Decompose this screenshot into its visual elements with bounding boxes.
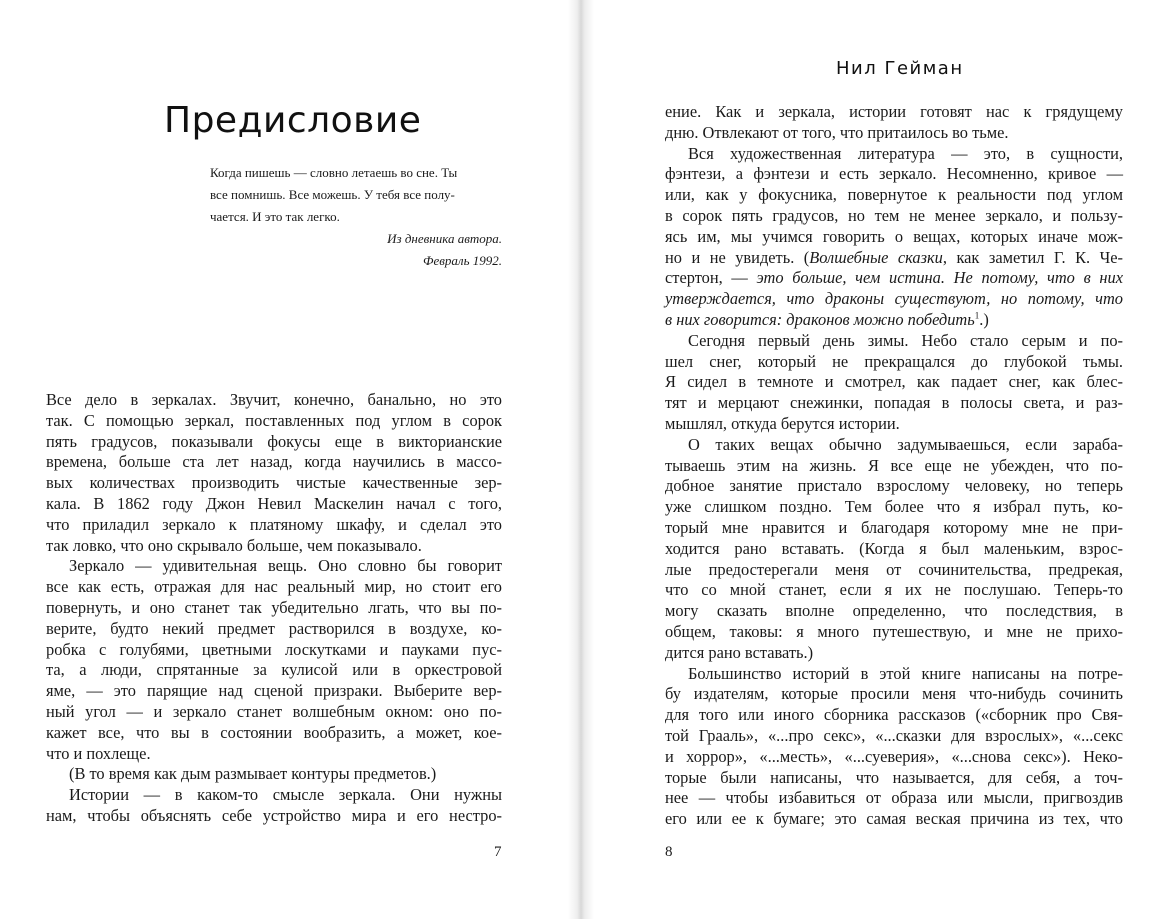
text-line: нее — чтобы избавиться от образа или мысли, пригвоздив xyxy=(665,788,1123,808)
text-fragment: но и не увидеть. ( xyxy=(665,247,810,267)
text-line: мышлял, откуда берутся истории. xyxy=(665,413,900,433)
text-line: для того или иного сборника рассказов («сборник про Свя- xyxy=(665,705,1123,725)
epigraph-line: чается. И это так легко. xyxy=(210,209,340,224)
text-line: нам, чтобы объяснять себе устройство мира и его нестро- xyxy=(46,805,502,825)
text-line xyxy=(665,310,1123,331)
epigraph xyxy=(210,162,502,272)
text-line: вых количествах производить чистые качественные зер- xyxy=(46,473,502,493)
text-line: могу сказать вполне определенно, что последствия, в xyxy=(665,601,1123,621)
text-line: дится рано вставать.) xyxy=(665,642,814,662)
text-fragment: .) xyxy=(979,309,989,329)
left-body-text xyxy=(46,390,502,827)
text-line: бу издателям, которые просили меня что-нибудь сочинить xyxy=(665,684,1123,704)
text-line: все как есть, отражая для нас реальный мир, но стоит его xyxy=(46,577,502,597)
page-number: 7 xyxy=(494,844,502,860)
text-line: что со мной станет, если я их не послушаю. Теперь-то xyxy=(665,580,1123,600)
text-line: так. С помощью зеркал, поставленных под углом в сорок xyxy=(46,410,502,430)
text-line: его или ее к бумаге; это самая веская причина из тех, что xyxy=(665,809,1123,829)
italic-fragment: Волшебные сказки xyxy=(809,247,943,267)
text-line: той Грааль», «...про секс», «...сказки для взрослых», «...секс xyxy=(665,725,1123,745)
text-fragment: стертон, — xyxy=(665,268,757,288)
text-line xyxy=(665,268,1123,289)
text-line: ный угол — и зеркало станет волшебным окном: оно по- xyxy=(46,701,502,721)
text-line: ение. Как и зеркала, истории готовят нас к грядущему xyxy=(665,102,1123,121)
text-line: лые предостерегали меня от сочинительства, предрекая, xyxy=(665,559,1123,579)
text-line: тят и мерцают снежинки, попадая в полосы света, и раз- xyxy=(665,393,1123,413)
text-line: в сорок пять градусов, но тем не менее зеркало, и пользу- xyxy=(665,205,1123,225)
text-line: так ловко, что оно скрывало больше, чем показывало. xyxy=(46,535,422,555)
text-line: дню. Отвлекают от того, что притаилось во тьме. xyxy=(665,122,1009,142)
running-head: Нил Гейман xyxy=(836,58,964,79)
italic-fragment: это больше, чем истина. Не потому, что в них xyxy=(756,268,1123,288)
text-line: уже слишком поздно. Тем более что я избрал путь, ко- xyxy=(665,497,1123,517)
text-line: фэнтези, а фэнтези и есть зеркало. Несомненно, кривое — xyxy=(665,164,1123,184)
text-line: и хоррор», «...месть», «...суеверия», «...снова секс»). Неко- xyxy=(665,746,1123,766)
text-line: яме, — это парящие над сценой призраки. Выберите вер- xyxy=(46,681,502,701)
text-line: общем, таковы: я много путешествую, и мне не прихо- xyxy=(665,621,1123,641)
text-line: пять градусов, показывали фокусы еще в викторианские xyxy=(46,431,502,451)
right-body-text xyxy=(665,102,1123,830)
text-line: Большинство историй в этой книге написаны на потре- xyxy=(688,663,1123,683)
text-line: тываешь этим на жизнь. Я все еще не убежден, что по- xyxy=(665,455,1123,475)
italic-fragment: в них говорится: драконов можно победить xyxy=(665,309,975,329)
text-line: торый мне нравится и благодаря которому мне не при- xyxy=(665,517,1123,537)
text-line: или, как у фокусника, повернутое к реальности под углом xyxy=(665,185,1123,205)
footnote-marker[interactable]: 1 xyxy=(974,310,980,321)
text-line: О таких вещах обычно задумываешься, если зараба- xyxy=(688,434,1123,454)
text-line: повернуть, и оно станет так убедительно лгать, что вы по- xyxy=(46,597,502,617)
text-line: кажет все, что вы в состоянии вообразить, а может, кое- xyxy=(46,722,502,742)
book-gutter xyxy=(568,0,594,919)
text-line: Все дело в зеркалах. Звучит, конечно, банально, но это xyxy=(46,390,502,409)
text-fragment: , как заметил Г. К. Че- xyxy=(942,247,1123,267)
text-line: кала. В 1862 году Джон Невил Маскелин начал с того, xyxy=(46,493,502,513)
epigraph-line: все помнишь. Все можешь. У тебя все полу- xyxy=(210,187,455,202)
text-line xyxy=(665,289,1123,310)
text-line: верите, будто некий предмет растворился в воздухе, ко- xyxy=(46,618,502,638)
text-line: шел снег, который не прекращался до глубокой тьмы. xyxy=(665,351,1123,371)
text-line: та, а люди, спрятанные за кулисой или в оркестровой xyxy=(46,660,502,680)
text-line: времена, больше ста лет назад, когда научились в массо- xyxy=(46,452,502,472)
text-line: что и похлеще. xyxy=(46,743,151,763)
text-line: Истории — в каком-то смысле зеркала. Они нужны xyxy=(69,785,502,805)
text-line: ходится рано вставать. (Когда я был маленьким, взрос- xyxy=(665,538,1123,558)
text-line xyxy=(665,248,1123,269)
text-line: Зеркало — удивительная вещь. Оно словно бы говорит xyxy=(69,556,502,576)
text-line: Вся художественная литература — это, в сущности, xyxy=(688,143,1123,163)
epigraph-source: Из дневника автора. xyxy=(387,231,502,246)
chapter-title: Предисловие xyxy=(164,100,422,141)
text-line: добное занятие пристало взрослому человеку, но теперь xyxy=(665,476,1123,496)
epigraph-line: Когда пишешь — словно летаешь во сне. Ты xyxy=(210,165,458,180)
text-line: робка с голубями, цветными лоскутками и пауками пус- xyxy=(46,639,502,659)
italic-fragment: утверждается, что драконы существуют, но потому, что xyxy=(665,289,1123,309)
text-line: что приладил зеркало к платяному шкафу, и сделал это xyxy=(46,514,502,534)
epigraph-date: Февраль 1992. xyxy=(423,253,502,268)
text-line: Сегодня первый день зимы. Небо стало серым и по- xyxy=(688,330,1123,350)
text-line: торые были написаны, что называется, для себя, а точ- xyxy=(665,767,1123,787)
page-number: 8 xyxy=(665,844,673,860)
text-line: (В то время как дым размывает контуры предметов.) xyxy=(69,764,437,784)
text-line: ясь им, мы учимся говорить о вещах, которых иначе мож- xyxy=(665,226,1123,246)
text-line: Я сидел в темноте и смотрел, как падает снег, как блес- xyxy=(665,372,1123,392)
